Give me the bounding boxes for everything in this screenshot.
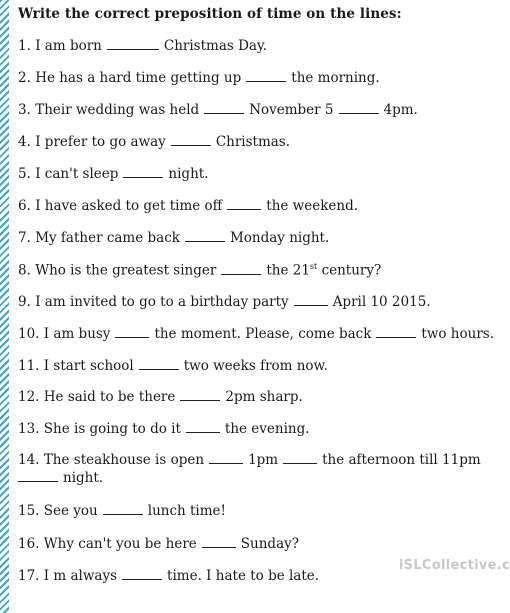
item-text: I am invited to go to a birthday party — [35, 294, 289, 310]
item-number: 10. — [18, 326, 40, 342]
item-text: He said to be there — [43, 389, 176, 405]
item-text: I prefer to go away — [35, 134, 166, 150]
item-text: 2pm sharp. — [225, 389, 303, 405]
item-text: I can't sleep — [35, 166, 119, 182]
item-number: 2. — [18, 70, 31, 86]
answer-blank[interactable] — [103, 513, 143, 515]
item-text: night. — [63, 470, 104, 486]
exercise-item-16 — [18, 536, 299, 552]
exercise-item-3 — [18, 102, 418, 118]
answer-blank[interactable] — [339, 112, 379, 114]
item-text: time. I hate to be late. — [167, 568, 320, 584]
item-number: 16. — [18, 536, 40, 552]
answer-blank[interactable] — [204, 112, 244, 114]
answer-blank[interactable] — [123, 176, 163, 178]
item-number: 12. — [18, 389, 40, 405]
answer-blank[interactable] — [221, 273, 261, 275]
answer-blank[interactable] — [115, 336, 149, 338]
exercise-item-13 — [18, 421, 310, 437]
item-text: I start school — [43, 358, 134, 374]
item-number: 5. — [18, 166, 31, 182]
item-text: Christmas. — [215, 134, 291, 150]
ordinal-suffix: st — [309, 262, 318, 271]
answer-blank[interactable] — [283, 462, 317, 464]
decorative-border — [0, 0, 9, 613]
answer-blank[interactable] — [180, 399, 220, 401]
item-number: 9. — [18, 294, 31, 310]
item-text: Who is the greatest singer — [35, 262, 217, 279]
item-number: 1. — [18, 38, 31, 54]
item-text: night. — [168, 166, 209, 182]
item-text: the weekend. — [266, 198, 359, 214]
exercise-item-5 — [18, 166, 209, 182]
answer-blank[interactable] — [185, 240, 225, 242]
item-text: Monday night. — [229, 230, 330, 246]
exercise-item-12 — [18, 389, 303, 405]
item-text: The steakhouse is open — [43, 452, 205, 468]
item-text: the afternoon till 11pm — [322, 452, 481, 468]
answer-blank[interactable] — [202, 546, 236, 548]
item-text: Sunday? — [240, 536, 299, 552]
item-text: See you — [43, 503, 98, 519]
worksheet-title: Write the correct preposition of time on the lines: — [18, 6, 402, 22]
exercise-item-2 — [18, 70, 380, 86]
answer-blank[interactable] — [107, 48, 159, 50]
answer-blank[interactable] — [227, 208, 261, 210]
item-number: 11. — [18, 358, 40, 374]
item-number: 17. — [18, 568, 40, 584]
answer-blank[interactable] — [209, 462, 243, 464]
item-text: 4pm. — [383, 102, 418, 118]
answer-blank[interactable] — [139, 368, 179, 370]
exercise-item-15 — [18, 503, 226, 519]
exercise-item-10 — [18, 326, 494, 342]
worksheet — [18, 0, 510, 613]
exercise-item-6 — [18, 198, 358, 214]
item-number: 15. — [18, 503, 40, 519]
item-text: My father came back — [35, 230, 180, 246]
item-number: 6. — [18, 198, 31, 214]
item-text: Why can't you be here — [43, 536, 197, 552]
item-text: two hours. — [421, 326, 494, 342]
item-text: April 10 2015. — [332, 294, 431, 310]
item-text: I am born — [35, 38, 102, 54]
item-text: November 5 — [249, 102, 334, 118]
answer-blank[interactable] — [246, 80, 286, 82]
item-text: Their wedding was held — [35, 102, 200, 118]
exercise-item-1 — [18, 38, 267, 54]
exercise-item-17 — [18, 568, 319, 584]
item-text: I m always — [43, 568, 118, 584]
exercise-item-7 — [18, 230, 329, 246]
item-text: the evening. — [224, 421, 310, 437]
item-text: lunch time! — [147, 503, 226, 519]
item-text: 1pm — [248, 452, 279, 468]
exercise-item-8 — [18, 262, 381, 279]
answer-blank[interactable] — [18, 480, 58, 482]
item-text: She is going to do it — [43, 421, 181, 437]
answer-blank[interactable] — [376, 336, 416, 338]
item-number: 13. — [18, 421, 40, 437]
answer-blank[interactable] — [171, 144, 211, 146]
item-text: I am busy — [43, 326, 111, 342]
exercise-item-9 — [18, 294, 431, 310]
item-text: century? — [321, 262, 382, 279]
item-number: 4. — [18, 134, 31, 150]
item-text: the moment. Please, come back — [154, 326, 372, 342]
item-text: Christmas Day. — [163, 38, 268, 54]
item-text: the 21 — [266, 262, 310, 279]
exercise-item-14 — [18, 451, 503, 487]
exercise-item-4 — [18, 134, 290, 150]
item-text: the morning. — [291, 70, 380, 86]
answer-blank[interactable] — [186, 431, 220, 433]
item-number: 3. — [18, 102, 31, 118]
watermark-logo: iSLCollective.c — [398, 558, 510, 573]
item-number: 14. — [18, 452, 40, 468]
exercise-item-11 — [18, 358, 328, 374]
answer-blank[interactable] — [122, 578, 162, 580]
answer-blank[interactable] — [294, 304, 328, 306]
item-number: 8. — [18, 262, 31, 279]
item-number: 7. — [18, 230, 31, 246]
item-text: I have asked to get time off — [35, 198, 223, 214]
item-text: two weeks from now. — [183, 358, 328, 374]
item-text: He has a hard time getting up — [35, 70, 242, 86]
